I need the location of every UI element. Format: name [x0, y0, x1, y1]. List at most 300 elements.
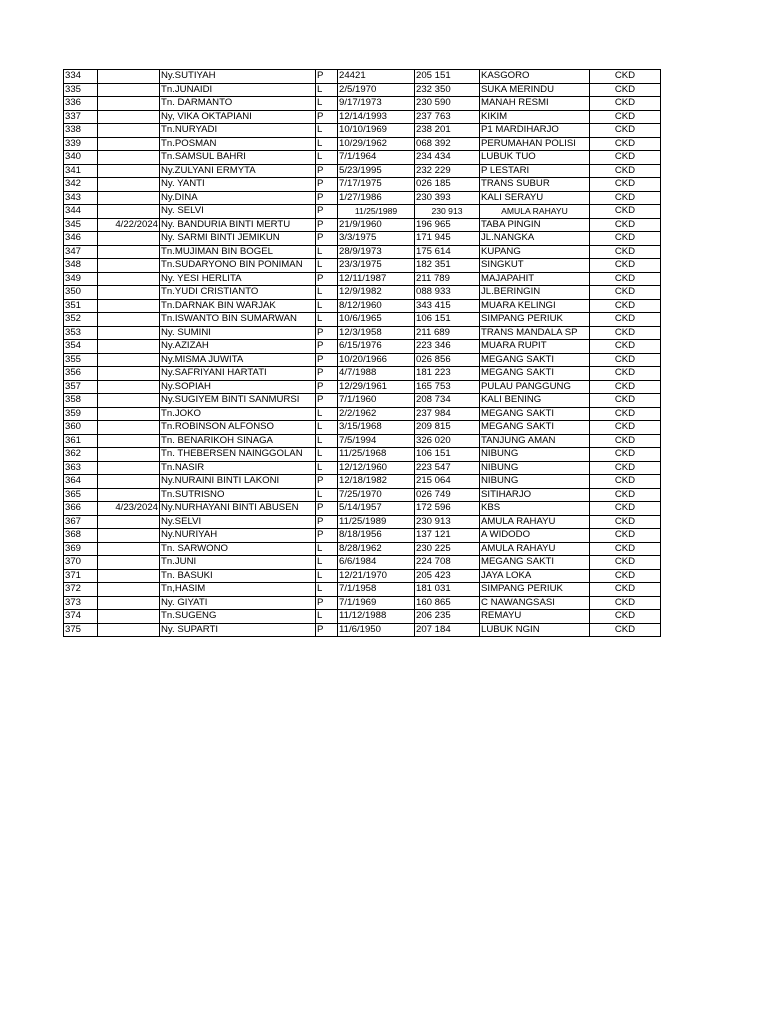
birth-date-cell: 12/3/1958	[338, 326, 415, 340]
sex-cell: L	[316, 542, 338, 556]
row-number-cell: 359	[64, 407, 98, 421]
visit-date-cell	[98, 596, 160, 610]
table-row	[64, 502, 661, 516]
sex-cell: L	[316, 407, 338, 421]
birth-date-cell: 23/3/1975	[338, 259, 415, 273]
record-number-cell: 068 392	[415, 137, 480, 151]
address-cell: AMULA RAHAYU	[480, 515, 590, 529]
address-cell: KIKIM	[480, 110, 590, 124]
diagnosis-cell: CKD	[590, 461, 661, 475]
address-cell: MEGANG SAKTI	[480, 556, 590, 570]
visit-date-cell	[98, 70, 160, 84]
visit-date-cell	[98, 569, 160, 583]
row-number-cell: 341	[64, 164, 98, 178]
diagnosis-cell: CKD	[590, 164, 661, 178]
patient-name-cell: Tn.SUGENG	[160, 610, 316, 624]
record-number-cell: 160 865	[415, 596, 480, 610]
table-row	[64, 434, 661, 448]
record-number-cell: 207 184	[415, 623, 480, 637]
diagnosis-cell: CKD	[590, 367, 661, 381]
address-cell: KASGORO	[480, 70, 590, 84]
patient-name-cell: Ny.SAFRIYANI HARTATI	[160, 367, 316, 381]
sex-cell: L	[316, 137, 338, 151]
birth-date-cell: 1/27/1986	[338, 191, 415, 205]
patient-name-cell: Tn.JOKO	[160, 407, 316, 421]
diagnosis-cell: CKD	[590, 569, 661, 583]
record-number-cell: 205 151	[415, 70, 480, 84]
visit-date-cell	[98, 259, 160, 273]
row-number-cell: 373	[64, 596, 98, 610]
address-cell: SINGKUT	[480, 259, 590, 273]
address-cell: JL.BERINGIN	[480, 286, 590, 300]
record-number-cell: 230 225	[415, 542, 480, 556]
address-cell: NIBUNG	[480, 448, 590, 462]
row-number-cell: 345	[64, 218, 98, 232]
visit-date-cell	[98, 610, 160, 624]
patient-name-cell: Ny.SOPIAH	[160, 380, 316, 394]
birth-date-cell: 7/1/1964	[338, 151, 415, 165]
birth-date-cell: 28/9/1973	[338, 245, 415, 259]
row-number-cell: 363	[64, 461, 98, 475]
visit-date-cell	[98, 394, 160, 408]
birth-date-cell: 12/9/1982	[338, 286, 415, 300]
birth-date-cell: 12/18/1982	[338, 475, 415, 489]
diagnosis-cell: CKD	[590, 556, 661, 570]
sex-cell: P	[316, 340, 338, 354]
diagnosis-cell: CKD	[590, 542, 661, 556]
patient-name-cell: Ny, VIKA OKTAPIANI	[160, 110, 316, 124]
visit-date-cell	[98, 83, 160, 97]
diagnosis-cell: CKD	[590, 232, 661, 246]
table-row	[64, 583, 661, 597]
patient-name-cell: Ny. GIYATI	[160, 596, 316, 610]
row-number-cell: 367	[64, 515, 98, 529]
table-row	[64, 178, 661, 192]
sex-cell: L	[316, 421, 338, 435]
table-row	[64, 623, 661, 637]
sex-cell: L	[316, 583, 338, 597]
diagnosis-cell: CKD	[590, 245, 661, 259]
table-row	[64, 394, 661, 408]
record-number-cell: 181 223	[415, 367, 480, 381]
patient-name-cell: Tn.SUDARYONO BIN PONIMAN	[160, 259, 316, 273]
visit-date-cell	[98, 340, 160, 354]
table-row	[64, 272, 661, 286]
row-number-cell: 351	[64, 299, 98, 313]
table-row	[64, 245, 661, 259]
table-row	[64, 542, 661, 556]
record-number-cell: 205 423	[415, 569, 480, 583]
patient-name-cell: Tn. DARMANTO	[160, 97, 316, 111]
patient-name-cell: Tn.POSMAN	[160, 137, 316, 151]
row-number-cell: 354	[64, 340, 98, 354]
address-cell: TRANS MANDALA SP	[480, 326, 590, 340]
diagnosis-cell: CKD	[590, 529, 661, 543]
record-number-cell: 165 753	[415, 380, 480, 394]
address-cell: KALI SERAYU	[480, 191, 590, 205]
address-cell: MAJAPAHIT	[480, 272, 590, 286]
row-number-cell: 364	[64, 475, 98, 489]
record-number-cell: 088 933	[415, 286, 480, 300]
birth-date-cell: 10/29/1962	[338, 137, 415, 151]
table-row	[64, 313, 661, 327]
visit-date-cell	[98, 191, 160, 205]
patient-table	[63, 69, 661, 637]
table-row	[64, 205, 661, 219]
birth-date-cell: 2/5/1970	[338, 83, 415, 97]
table-row	[64, 380, 661, 394]
table-row	[64, 421, 661, 435]
table-row	[64, 191, 661, 205]
record-number-cell: 206 235	[415, 610, 480, 624]
address-cell: JAYA LOKA	[480, 569, 590, 583]
diagnosis-cell: CKD	[590, 623, 661, 637]
sex-cell: P	[316, 623, 338, 637]
patient-name-cell: Ny. BANDURIA BINTI MERTU	[160, 218, 316, 232]
patient-name-cell: Ny. YANTI	[160, 178, 316, 192]
birth-date-cell: 11/6/1950	[338, 623, 415, 637]
row-number-cell: 350	[64, 286, 98, 300]
birth-date-cell: 12/12/1960	[338, 461, 415, 475]
visit-date-cell	[98, 272, 160, 286]
record-number-cell: 137 121	[415, 529, 480, 543]
row-number-cell: 344	[64, 205, 98, 219]
diagnosis-cell: CKD	[590, 515, 661, 529]
patient-name-cell: Tn.JUNI	[160, 556, 316, 570]
diagnosis-cell: CKD	[590, 313, 661, 327]
row-number-cell: 347	[64, 245, 98, 259]
patient-name-cell: Ny. YESI HERLITA	[160, 272, 316, 286]
birth-date-cell: 7/17/1975	[338, 178, 415, 192]
birth-date-cell: 6/15/1976	[338, 340, 415, 354]
row-number-cell: 352	[64, 313, 98, 327]
record-number-cell: 223 346	[415, 340, 480, 354]
table-row	[64, 70, 661, 84]
visit-date-cell	[98, 232, 160, 246]
record-number-cell: 182 351	[415, 259, 480, 273]
patient-name-cell: Tn. SARWONO	[160, 542, 316, 556]
birth-date-cell: 21/9/1960	[338, 218, 415, 232]
record-number-cell: 106 151	[415, 313, 480, 327]
visit-date-cell	[98, 448, 160, 462]
record-number-cell: 026 856	[415, 353, 480, 367]
address-cell: MEGANG SAKTI	[480, 367, 590, 381]
sex-cell: P	[316, 380, 338, 394]
row-number-cell: 336	[64, 97, 98, 111]
diagnosis-cell: CKD	[590, 448, 661, 462]
sex-cell: L	[316, 124, 338, 138]
address-cell: SIMPANG PERIUK	[480, 313, 590, 327]
visit-date-cell	[98, 313, 160, 327]
visit-date-cell	[98, 245, 160, 259]
address-cell: P LESTARI	[480, 164, 590, 178]
diagnosis-cell: CKD	[590, 475, 661, 489]
address-cell: P1 MARDIHARJO	[480, 124, 590, 138]
table-row	[64, 151, 661, 165]
patient-name-cell: Ny.DINA	[160, 191, 316, 205]
record-number-cell: 343 415	[415, 299, 480, 313]
birth-date-cell: 9/17/1973	[338, 97, 415, 111]
birth-date-cell: 7/5/1994	[338, 434, 415, 448]
table-row	[64, 475, 661, 489]
sex-cell: P	[316, 326, 338, 340]
sex-cell: L	[316, 556, 338, 570]
record-number-cell: 230 590	[415, 97, 480, 111]
address-cell: TABA PINGIN	[480, 218, 590, 232]
row-number-cell: 356	[64, 367, 98, 381]
row-number-cell: 369	[64, 542, 98, 556]
row-number-cell: 370	[64, 556, 98, 570]
birth-date-cell: 12/21/1970	[338, 569, 415, 583]
row-number-cell: 361	[64, 434, 98, 448]
patient-name-cell: Ny.NURAINI BINTI LAKONI	[160, 475, 316, 489]
table-row	[64, 232, 661, 246]
diagnosis-cell: CKD	[590, 488, 661, 502]
record-number-cell: 230 913	[415, 205, 480, 219]
sex-cell: L	[316, 313, 338, 327]
birth-date-cell: 8/28/1962	[338, 542, 415, 556]
table-row	[64, 218, 661, 232]
table-row	[64, 529, 661, 543]
diagnosis-cell: CKD	[590, 83, 661, 97]
sex-cell: L	[316, 569, 338, 583]
sex-cell: L	[316, 83, 338, 97]
record-number-cell: 238 201	[415, 124, 480, 138]
visit-date-cell	[98, 529, 160, 543]
sex-cell: L	[316, 245, 338, 259]
row-number-cell: 362	[64, 448, 98, 462]
table-row	[64, 164, 661, 178]
sex-cell: L	[316, 434, 338, 448]
sex-cell: P	[316, 110, 338, 124]
sex-cell: L	[316, 151, 338, 165]
address-cell: NIBUNG	[480, 475, 590, 489]
row-number-cell: 349	[64, 272, 98, 286]
address-cell: KUPANG	[480, 245, 590, 259]
sex-cell: P	[316, 191, 338, 205]
sex-cell: P	[316, 232, 338, 246]
table-row	[64, 488, 661, 502]
address-cell: LUBUK NGIN	[480, 623, 590, 637]
row-number-cell: 374	[64, 610, 98, 624]
patient-name-cell: Tn.ISWANTO BIN SUMARWAN	[160, 313, 316, 327]
address-cell: TANJUNG AMAN	[480, 434, 590, 448]
patient-name-cell: Ny.SUTIYAH	[160, 70, 316, 84]
sex-cell: L	[316, 286, 338, 300]
record-number-cell: 106 151	[415, 448, 480, 462]
record-number-cell: 234 434	[415, 151, 480, 165]
record-number-cell: 232 229	[415, 164, 480, 178]
birth-date-cell: 3/3/1975	[338, 232, 415, 246]
birth-date-cell: 6/6/1984	[338, 556, 415, 570]
diagnosis-cell: CKD	[590, 259, 661, 273]
table-row	[64, 515, 661, 529]
sex-cell: P	[316, 515, 338, 529]
visit-date-cell	[98, 286, 160, 300]
patient-name-cell: Tn.DARNAK BIN WARJAK	[160, 299, 316, 313]
patient-name-cell: Ny. SUPARTI	[160, 623, 316, 637]
sex-cell: P	[316, 178, 338, 192]
diagnosis-cell: CKD	[590, 97, 661, 111]
row-number-cell: 366	[64, 502, 98, 516]
record-number-cell: 196 965	[415, 218, 480, 232]
visit-date-cell: 4/22/2024	[98, 218, 160, 232]
patient-name-cell: Ny.MISMA JUWITA	[160, 353, 316, 367]
patient-name-cell: Ny.NURHAYANI BINTI ABUSEN	[160, 502, 316, 516]
table-row	[64, 407, 661, 421]
patient-name-cell: Tn. BENARIKOH SINAGA	[160, 434, 316, 448]
address-cell: REMAYU	[480, 610, 590, 624]
visit-date-cell	[98, 110, 160, 124]
row-number-cell: 348	[64, 259, 98, 273]
record-number-cell: 230 913	[415, 515, 480, 529]
address-cell: PULAU PANGGUNG	[480, 380, 590, 394]
table-row	[64, 367, 661, 381]
record-number-cell: 230 393	[415, 191, 480, 205]
birth-date-cell: 5/23/1995	[338, 164, 415, 178]
row-number-cell: 343	[64, 191, 98, 205]
diagnosis-cell: CKD	[590, 299, 661, 313]
address-cell: MUARA KELINGI	[480, 299, 590, 313]
table-row	[64, 286, 661, 300]
table-row	[64, 97, 661, 111]
row-number-cell: 355	[64, 353, 98, 367]
row-number-cell: 360	[64, 421, 98, 435]
address-cell: AMULA RAHAYU	[480, 542, 590, 556]
address-cell: KBS	[480, 502, 590, 516]
row-number-cell: 340	[64, 151, 98, 165]
birth-date-cell: 11/25/1989	[338, 515, 415, 529]
visit-date-cell	[98, 407, 160, 421]
diagnosis-cell: CKD	[590, 407, 661, 421]
visit-date-cell	[98, 475, 160, 489]
row-number-cell: 339	[64, 137, 98, 151]
birth-date-cell: 10/10/1969	[338, 124, 415, 138]
table-row	[64, 110, 661, 124]
diagnosis-cell: CKD	[590, 178, 661, 192]
sex-cell: P	[316, 502, 338, 516]
visit-date-cell	[98, 461, 160, 475]
visit-date-cell	[98, 583, 160, 597]
visit-date-cell	[98, 178, 160, 192]
diagnosis-cell: CKD	[590, 434, 661, 448]
diagnosis-cell: CKD	[590, 205, 661, 219]
sex-cell: L	[316, 97, 338, 111]
record-number-cell: 209 815	[415, 421, 480, 435]
visit-date-cell	[98, 299, 160, 313]
visit-date-cell	[98, 353, 160, 367]
sex-cell: P	[316, 205, 338, 219]
birth-date-cell: 4/7/1988	[338, 367, 415, 381]
diagnosis-cell: CKD	[590, 326, 661, 340]
address-cell: MEGANG SAKTI	[480, 407, 590, 421]
diagnosis-cell: CKD	[590, 151, 661, 165]
address-cell: LUBUK TUO	[480, 151, 590, 165]
patient-name-cell: Tn.SAMSUL BAHRI	[160, 151, 316, 165]
sex-cell: P	[316, 272, 338, 286]
record-number-cell: 237 763	[415, 110, 480, 124]
patient-name-cell: Tn.YUDI CRISTIANTO	[160, 286, 316, 300]
row-number-cell: 372	[64, 583, 98, 597]
patient-name-cell: Ny.SELVI	[160, 515, 316, 529]
sex-cell: P	[316, 394, 338, 408]
address-cell: MUARA RUPIT	[480, 340, 590, 354]
address-cell: MEGANG SAKTI	[480, 421, 590, 435]
patient-name-cell: Tn. BASUKI	[160, 569, 316, 583]
patient-name-cell: Tn,HASIM	[160, 583, 316, 597]
sex-cell: P	[316, 164, 338, 178]
row-number-cell: 342	[64, 178, 98, 192]
table-row	[64, 299, 661, 313]
diagnosis-cell: CKD	[590, 110, 661, 124]
birth-date-cell: 12/11/1987	[338, 272, 415, 286]
table-row	[64, 353, 661, 367]
patient-name-cell: Ny.AZIZAH	[160, 340, 316, 354]
visit-date-cell	[98, 515, 160, 529]
diagnosis-cell: CKD	[590, 340, 661, 354]
diagnosis-cell: CKD	[590, 421, 661, 435]
visit-date-cell	[98, 97, 160, 111]
row-number-cell: 335	[64, 83, 98, 97]
sex-cell: L	[316, 448, 338, 462]
patient-name-cell: Tn.SUTRISNO	[160, 488, 316, 502]
diagnosis-cell: CKD	[590, 272, 661, 286]
birth-date-cell: 7/1/1958	[338, 583, 415, 597]
row-number-cell: 353	[64, 326, 98, 340]
birth-date-cell: 10/20/1966	[338, 353, 415, 367]
table-row	[64, 556, 661, 570]
patient-name-cell: Ny. SARMI BINTI JEMIKUN	[160, 232, 316, 246]
patient-name-cell: Ny. SUMINI	[160, 326, 316, 340]
patient-name-cell: Tn.NASIR	[160, 461, 316, 475]
diagnosis-cell: CKD	[590, 394, 661, 408]
address-cell: SITIHARJO	[480, 488, 590, 502]
visit-date-cell	[98, 434, 160, 448]
sex-cell: P	[316, 70, 338, 84]
visit-date-cell	[98, 164, 160, 178]
patient-name-cell: Ny.NURIYAH	[160, 529, 316, 543]
record-number-cell: 223 547	[415, 461, 480, 475]
visit-date-cell	[98, 137, 160, 151]
patient-name-cell: Ny. SELVI	[160, 205, 316, 219]
diagnosis-cell: CKD	[590, 353, 661, 367]
sex-cell: P	[316, 475, 338, 489]
birth-date-cell: 7/1/1960	[338, 394, 415, 408]
visit-date-cell	[98, 151, 160, 165]
row-number-cell: 368	[64, 529, 98, 543]
address-cell: KALI BENING	[480, 394, 590, 408]
table-row	[64, 340, 661, 354]
birth-date-cell: 11/25/1989	[338, 205, 415, 219]
diagnosis-cell: CKD	[590, 137, 661, 151]
sex-cell: L	[316, 259, 338, 273]
visit-date-cell	[98, 380, 160, 394]
diagnosis-cell: CKD	[590, 286, 661, 300]
birth-date-cell: 10/6/1965	[338, 313, 415, 327]
record-number-cell: 232 350	[415, 83, 480, 97]
address-cell: A WIDODO	[480, 529, 590, 543]
record-number-cell: 211 689	[415, 326, 480, 340]
table-row	[64, 326, 661, 340]
row-number-cell: 371	[64, 569, 98, 583]
patient-name-cell: Ny.ZULYANI ERMYTA	[160, 164, 316, 178]
visit-date-cell	[98, 556, 160, 570]
visit-date-cell	[98, 326, 160, 340]
diagnosis-cell: CKD	[590, 191, 661, 205]
table-row	[64, 596, 661, 610]
sex-cell: L	[316, 299, 338, 313]
table-row	[64, 461, 661, 475]
